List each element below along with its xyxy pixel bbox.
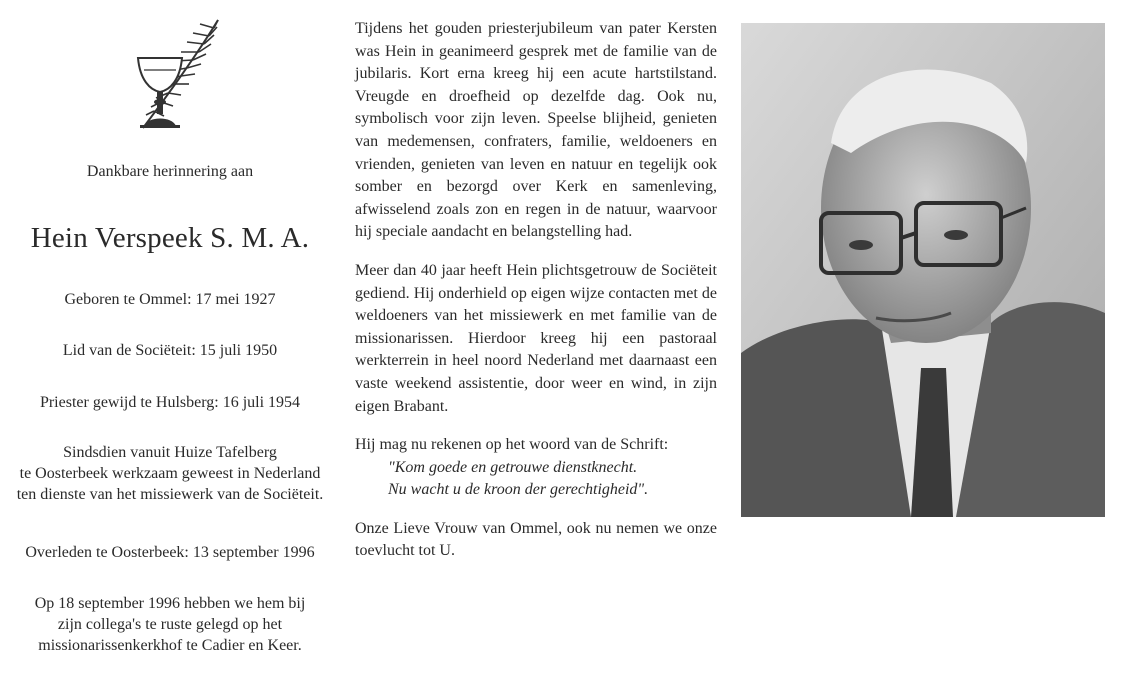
death-text: Overleden te Oosterbeek: 13 september 1996 <box>25 544 315 561</box>
paragraph-service: Meer dan 40 jaar heeft Hein plichtsgetrouw de Sociëteit gediend. Hij onderhield op eigen wijze contacten met de weldoeners van het missiewerk en met familie van de missionarissen. Hierdoor kreeg hij een pastoraal werkterrein in heel noord Nederland met daarnaast een vaste weekend assistentie, door weer en wind, in zijn eigen Brabant. <box>355 261 717 415</box>
card-left-column <box>0 0 340 683</box>
burial-line: zijn collega's te ruste gelegd op het <box>57 616 283 633</box>
career-line: te Oosterbeek werkzaam geweest in Nederland <box>19 465 321 482</box>
membership-text: Lid van de Sociëteit: 15 juli 1950 <box>62 342 278 359</box>
membership-line <box>0 340 340 361</box>
scripture-quote-line: "Kom goede en getrouwe dienstknecht. <box>388 458 638 476</box>
death-line <box>0 542 340 563</box>
memorial-text-column <box>355 18 717 563</box>
chalice-palm-icon <box>118 18 228 133</box>
career-block <box>0 442 340 505</box>
birth-text: Geboren te Ommel: 17 mei 1927 <box>64 291 276 308</box>
scripture-quote-line: Nu wacht u de kroon der gerechtigheid". <box>388 481 649 499</box>
closing-prayer: Onze Lieve Vrouw van Ommel, ook nu nemen we onze toevlucht tot U. <box>355 519 717 560</box>
birth-line <box>0 289 340 310</box>
scripture-intro: Hij mag nu rekenen op het woord van de Schrift: <box>355 436 669 454</box>
paragraph-life: Tijdens het gouden priesterjubileum van pater Kersten was Hein in geanimeerd gesprek met de familie van de jubilaris. Kort erna kreeg hij een acute hartstilstand. Vreugde en droefheid op dezelfde dag. Ook nu, symbolisch voor zijn leven. Speelse blijheid, genieten van medemensen, confraters, familie, weldoeners en vrienden, genieten van leven en natuur en tegelijk ook somber en bezorgd over Kerk en samenleving, afwisselend zoals zon en regen in de natuur, waarvoor hij speciale aandacht en belangstelling had. <box>355 20 717 241</box>
career-line: ten dienste van het missiewerk van de Sociëteit. <box>16 486 324 503</box>
ordination-text: Priester gewijd te Hulsberg: 16 juli 1954 <box>39 394 301 411</box>
intro-text: Dankbare herinnering aan <box>86 163 254 180</box>
ordination-line <box>0 392 340 413</box>
burial-block <box>0 593 340 656</box>
deceased-name: Hein Verspeek S. M. A. <box>30 222 310 254</box>
portrait-photo <box>741 23 1105 517</box>
career-line: Sindsdien vanuit Huize Tafelberg <box>63 444 277 461</box>
burial-line: Op 18 september 1996 hebben we hem bij <box>34 595 306 612</box>
burial-line: missionarissenkerkhof te Cadier en Keer. <box>38 637 302 654</box>
